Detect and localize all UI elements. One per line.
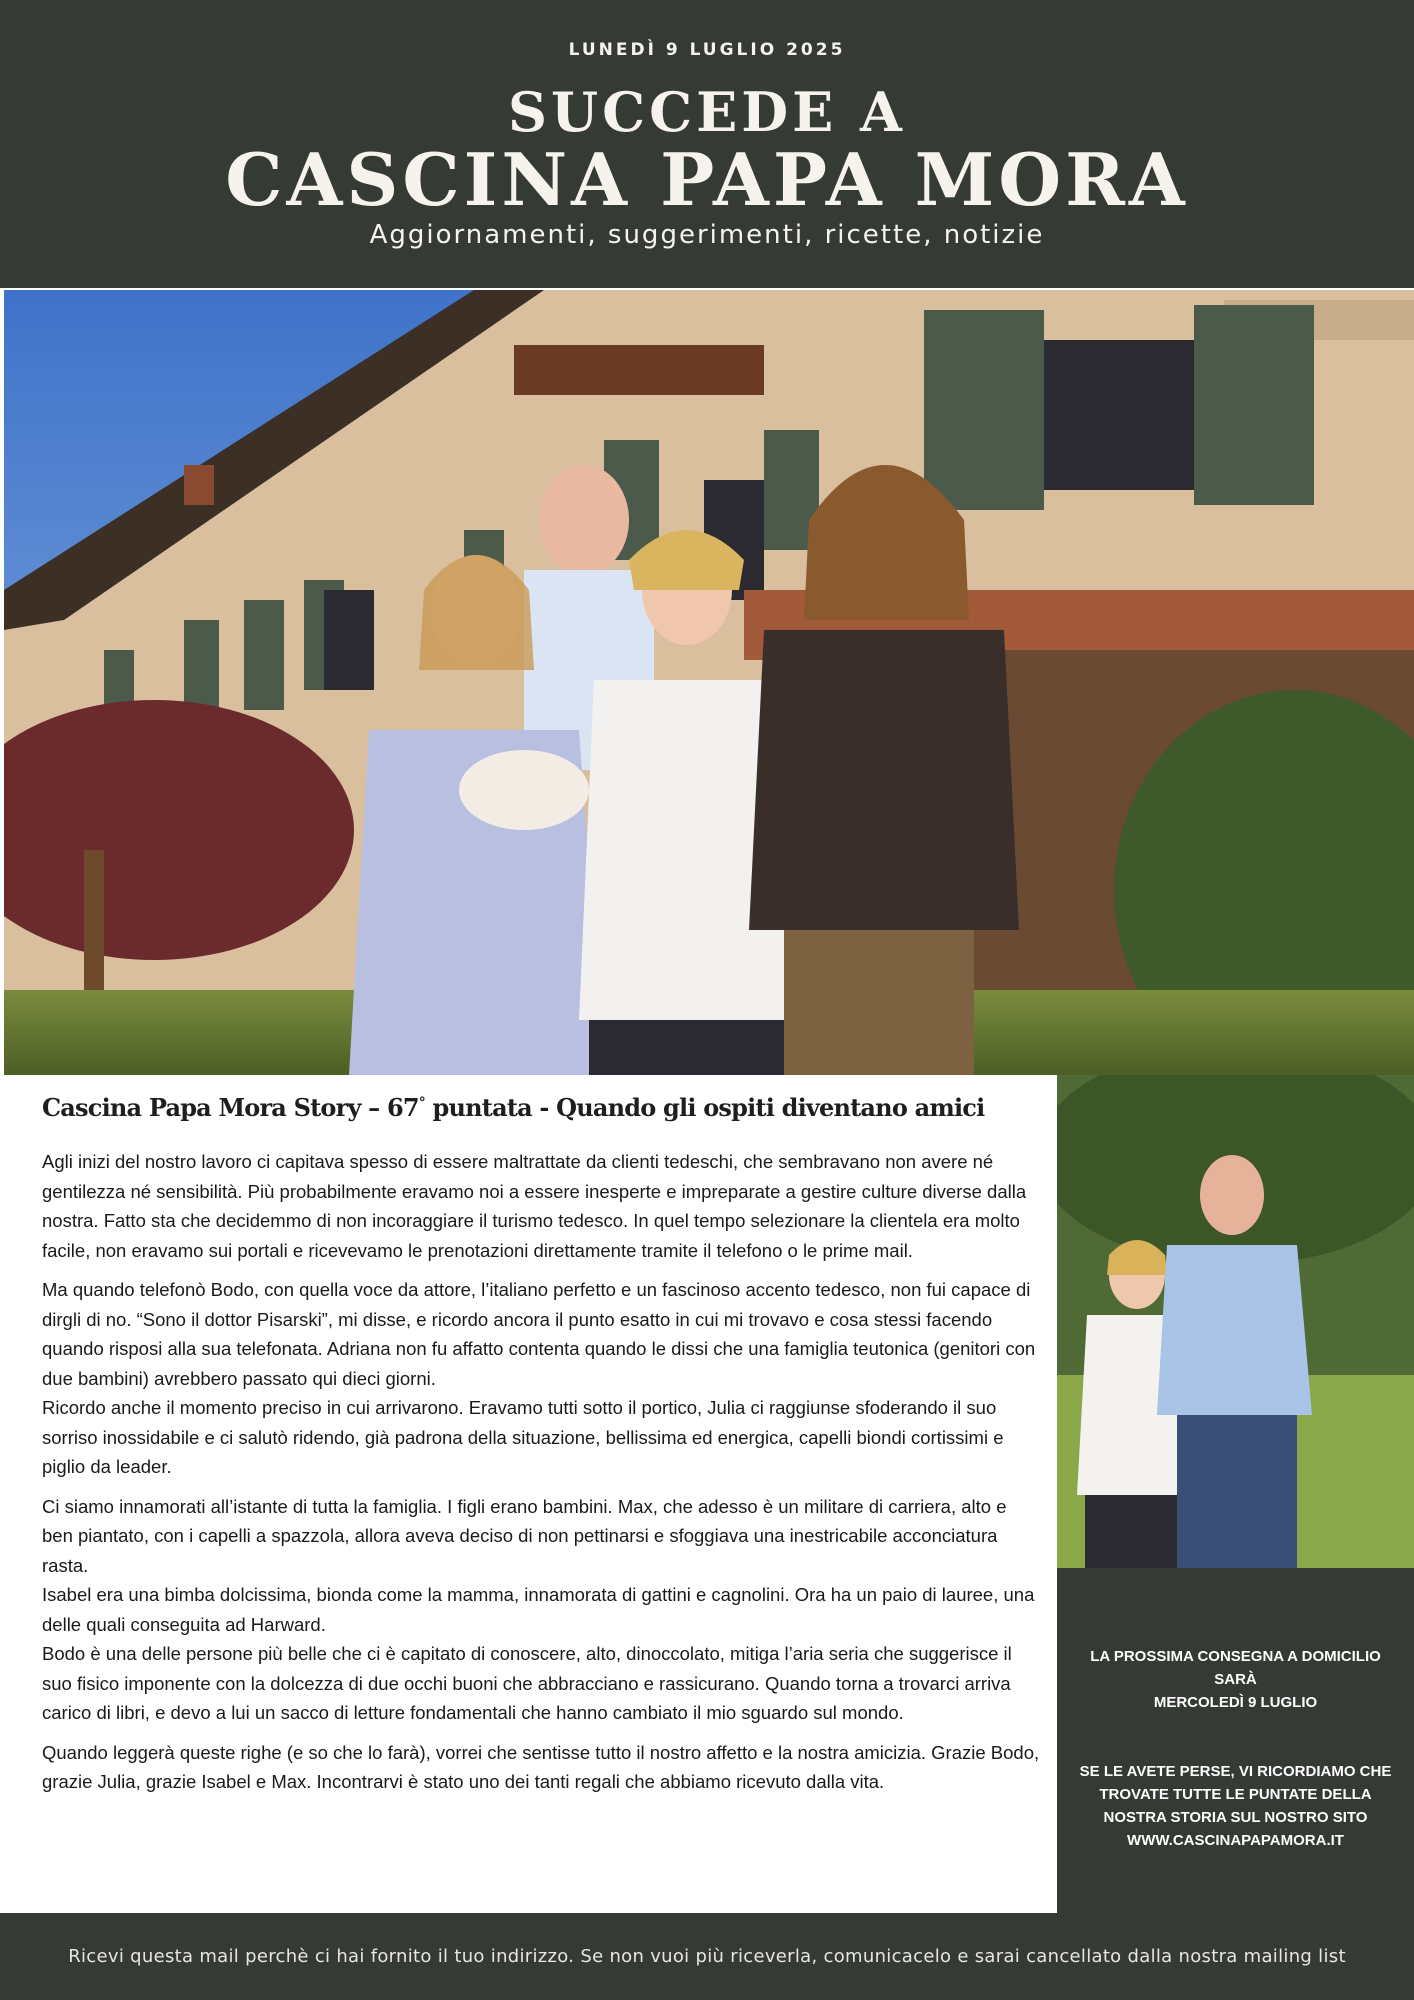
archive-notice: SE LE AVETE PERSE, VI RICORDIAMO CHE TROVATE TUTTE LE PUNTATE DELLA NOSTRA STORIA SUL NOSTRO SITO WWW.CASCINAPAPAMORA.IT — [1079, 1763, 1392, 1849]
issue-date: LUNEDÌ 9 LUGLIO 2025 — [568, 40, 846, 60]
footer-unsubscribe-note: Ricevi questa mail perchè ci hai fornito il tuo indirizzo. Se non vuoi più riceverla, comunicacelo e sarai cancellato dalla nostra mailing list — [0, 1913, 1414, 2000]
next-delivery-notice: LA PROSSIMA CONSEGNA A DOMICILIO SARÀ MERCOLEDÌ 9 LUGLIO — [1090, 1648, 1381, 1711]
article-paragraph: Ci siamo innamorati all’istante di tutta la famiglia. I figli erano bambini. Max, che adesso è un militare di carriera, alto e ben piantato, con i capelli a spazzola, allora aveva deciso di non pettinarsi e sfoggiava una inestricabile acconciatura rasta. Isabel era una bimba dolcissima, bionda come la mamma, innamorata di gattini e cagnolini. Ora ha un paio di lauree, una delle quali conseguita ad Harward. Bodo è una delle persone più belle che ci è capitato di conoscere, alto, dinoccolato, mitiga l’aria seria che suggerisce il suo fisico imponente con la dolcezza di due occhi buoni che abbracciano e rassicurano. Quando torna a trovarci arriva carico di libri, e devo a lui un sacco di letture fondamentali che hanno cambiato il mio sguardo sul mondo. — [42, 1495, 1035, 1723]
newsletter-header — [0, 0, 1414, 288]
article-body — [42, 1147, 1042, 1807]
newsletter-subtitle: Aggiornamenti, suggerimenti, ricette, notizie — [369, 220, 1045, 250]
article — [0, 1075, 1056, 1913]
article-title-part1: Cascina Papa Mora Story – 67 — [42, 1093, 419, 1122]
info-sidebar — [1057, 1568, 1414, 1913]
article-paragraph: Quando leggerà queste righe (e so che lo farà), vorrei che sentisse tutto il nostro affetto e la nostra amicizia. Grazie Bodo, grazie Julia, grazie Isabel e Max. Incontrarvi è stato uno dei tanti regali che abbiamo ricevuto dalla vita. — [42, 1741, 1040, 1792]
hero-family-photo — [4, 290, 1414, 1075]
couple-photo — [1057, 1075, 1414, 1568]
article-paragraph: Ma quando telefonò Bodo, con quella voce da attore, l’italiano perfetto e un fascinoso accento tedesco, non fui capace di dirgli di no. “Sono il dottor Pisarski”, mi disse, e ricordo ancora il punto esatto in cui mi trovavo e cosa stessi facendo quando risposi alla sua telefonata. Adriana non fu affatto contenta quando le dissi che una famiglia teutonica (genitori con due bambini) avrebbero passato qui dieci giorni. Ricordo anche il momento preciso in cui arrivarono. Eravamo tutti sotto il portico, Julia ci raggiunse sfoderando il suo sorriso inossidabile e ci salutò ridendo, già padrona della situazione, bellissima ed energica, capelli biondi cortissimi e piglio da leader. — [42, 1279, 1036, 1477]
article-title-part2: puntata - Quando gli ospiti diventano amici — [424, 1093, 985, 1122]
title-line-1: SUCCEDE A — [508, 80, 906, 144]
title-line-2: CASCINA PAPA MORA — [225, 137, 1189, 222]
article-title-degree: ° — [418, 1095, 425, 1111]
article-paragraph: Agli inizi del nostro lavoro ci capitava spesso di essere maltrattate da clienti tedeschi, che sembravano non avere né gentilezza né sensibilità. Più probabilmente eravamo noi a essere inesperte e impreparate a gestire culture diverse dalla nostra. Fatto sta che decidemmo di non incoraggiare il turismo tedesco. In quel tempo selezionare la clientela era molto facile, non eravamo sui portali e ricevevamo le prenotazioni direttamente tramite il telefono o le prime mail. — [42, 1151, 1027, 1261]
article-title — [42, 1093, 1032, 1122]
